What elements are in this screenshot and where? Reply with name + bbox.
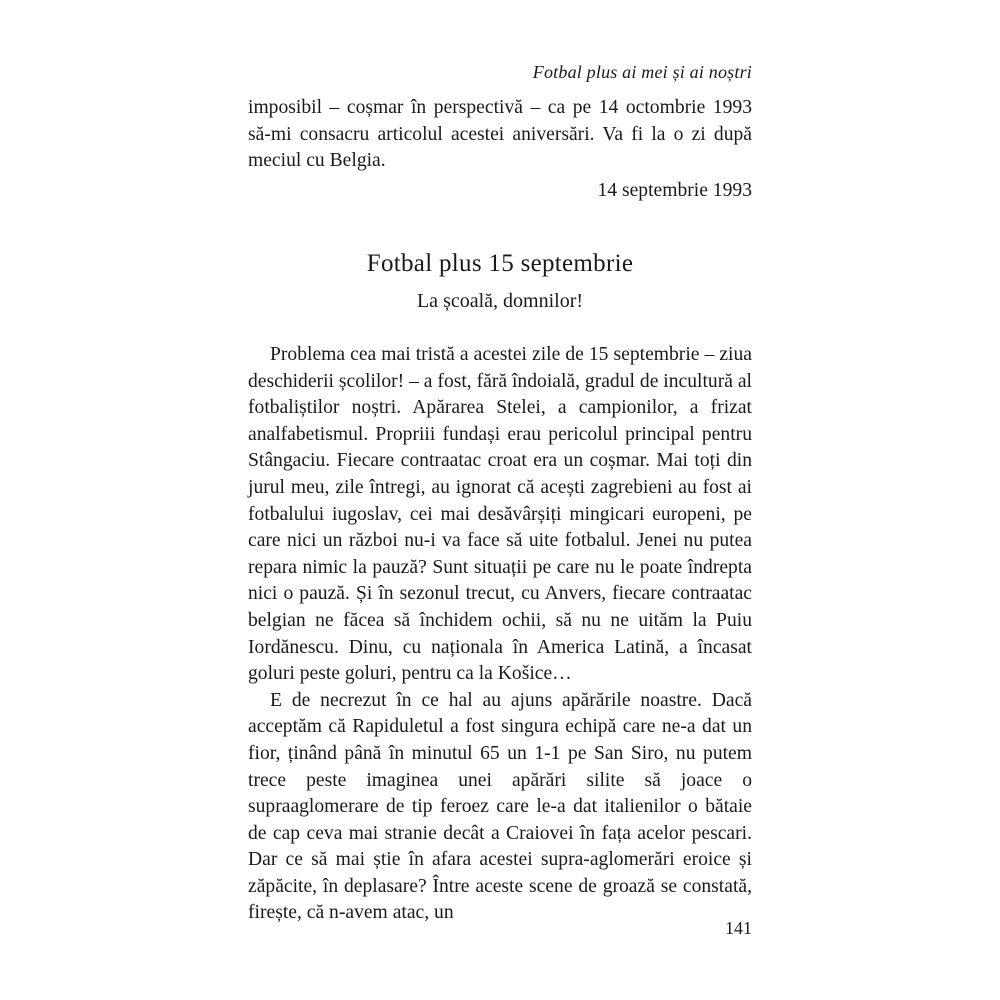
intro-block (248, 95, 752, 175)
book-page (248, 0, 752, 1000)
article-date: 14 septembrie 1993 (597, 180, 752, 201)
intro-paragraph: imposibil – coșmar în perspectivă – ca pe 14 octombrie 1993 să-mi consacru articolul acestei aniversări. Va fi la o zi după meciul cu Belgia. (248, 97, 752, 172)
chapter-body (248, 342, 752, 927)
body-paragraph-1: Problema cea mai tristă a acestei zile de 15 septembrie – ziua deschiderii școlilor! – a fost, fără îndoială, gradul de incultură al fotbaliștilor noștri. Apărarea Stelei, a campionilor, a frizat analfabetismul. Propriii fundași erau pericolul principal pentru Stângaciu. Fiecare contraatac croat era un coșmar. Mai toți din jurul meu, zile întregi, au ignorat că acești zagrebieni au fost ai fotbalului iugoslav, cei mai desăvârșiți mingicari europeni, pe care nici un război nu-i va face să uite fotbalul. Jenei nu putea repara nimic la pauză? Sunt situații pe care nu le poate îndrepta nici o pauză. Și în sezonul trecut, cu Anvers, fiecare contraatac belgian ne făcea să închidem ochii, să nu ne uităm la Puiu Iordănescu. Dinu, cu naționala în America Latină, a încasat goluri peste goluri, pentru ca la Košice… (248, 344, 752, 685)
body-paragraph-2: E de necrezut în ce hal au ajuns apărările noastre. Dacă acceptăm că Rapiduletul a fost singura echipă care ne-a dat un fior, ținând până în minutul 65 un 1-1 pe San Siro, nu putem trece peste imaginea unei apărări silite să joace o supraaglomerare de tip feroez care le-a dat italienilor o bătaie de cap ceva mai stranie decât a Craiovei în fața acelor pescari. Dar ce să mai știe în afara acestei supra-aglomerări eroice și zăpăcite, în deplasare? Între aceste scene de groază se constată, firește, că n-avem atac, un (248, 689, 752, 924)
page-number: 141 (725, 918, 752, 938)
running-header: Fotbal plus ai mei și ai noștri (532, 62, 752, 82)
chapter-title: Fotbal plus 15 septembrie (366, 250, 634, 277)
chapter-subtitle: La școală, domnilor! (416, 290, 584, 312)
